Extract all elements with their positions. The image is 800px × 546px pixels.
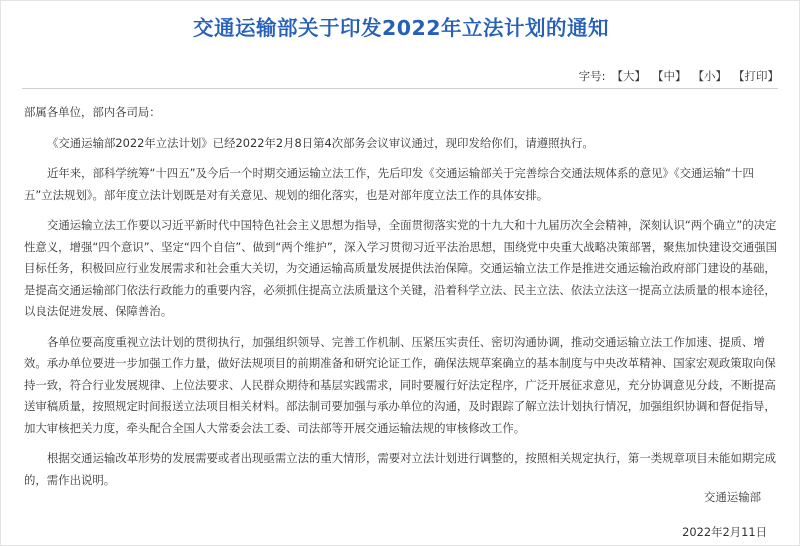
print-button[interactable]: 【打印】	[733, 69, 779, 83]
signature: 交通运输部	[704, 490, 761, 504]
paragraph-4: 各单位要高度重视立法计划的贯彻执行，加强组织领导、完善工作机制、压紧压实责任、密切沟通协调，推动交通运输立法工作加速、提质、增效。承办单位要进一步加强工作力量，做好法规项目的前期准备和研究论证工作，确保法规草案确立的基本制度与中央改革精神、国家宏观政策取向保持一致，符合行业发展规律、上位法要求、人民群众期待和基层实践需求，同时要履行好法定程序，广泛开展征求意见，充分协调意见分歧，不断提高送审稿质量，按照规定时间报送立法项目相关材料。部法制司要加强与承办单位的沟通，及时跟踪了解立法计划执行情况，加强组织协调和督促指导，加大审核把关力度，牵头配合全国人大常委会法工委、司法部等开展交通运输法规的审核修改工作。	[24, 334, 776, 435]
font-large-button[interactable]: 【大】	[611, 69, 646, 83]
article-body	[24, 102, 782, 491]
header-divider	[22, 88, 778, 89]
paragraph-2: 近年来，部科学统筹“十四五”及今后一个时期交通运输立法工作，先后印发《交通运输部关于完善综合交通法规体系的意见》《交通运输“十四五”立法规划》。部年度立法计划既是对有关意见、规划的细化落实，也是对部年度立法工作的具体安排。	[24, 166, 754, 202]
salutation: 部属各单位，部内各司局：	[24, 105, 161, 119]
paragraph-1: 《交通运输部2022年立法计划》已经2022年2月8日第4次部务会议审议通过，现印发给你们，请遵照执行。	[47, 135, 594, 150]
page-title: 交通运输部关于印发2022年立法计划的通知	[192, 16, 610, 40]
font-medium-button[interactable]: 【中】	[652, 69, 687, 83]
font-small-button[interactable]: 【小】	[692, 69, 727, 83]
font-size-label: 字号:	[578, 69, 606, 83]
font-size-toolbar	[579, 68, 779, 84]
issue-date: 2022年2月11日	[682, 525, 767, 539]
paragraph-5: 根据交通运输改革形势的发展需要或者出现亟需立法的重大情形，需要对立法计划进行调整的，按照相关规定执行，第一类规章项目未能如期完成的，需作出说明。	[24, 451, 777, 487]
paragraph-3: 交通运输立法工作要以习近平新时代中国特色社会主义思想为指导，全面贯彻落实党的十九大和十九届历次全会精神，深刻认识“两个确立”的决定性意义，增强“四个意识”、坚定“四个自信”、做到“两个维护”，深入学习贯彻习近平法治思想，围绕党中央重大战略决策部署，聚焦加快建设交通强国目标任务，积极回应行业发展需求和社会重大关切，为交通运输高质量发展提供法治保障。交通运输立法工作是推进交通运输治政府部门建设的基础，是提高交通运输部门依法行政能力的重要内容，必须抓住提高立法质量这个关键，沿着科学立法、民主立法、依法立法这一提高立法质量的根本途径，以良法促进发展、保障善治。	[24, 218, 778, 318]
